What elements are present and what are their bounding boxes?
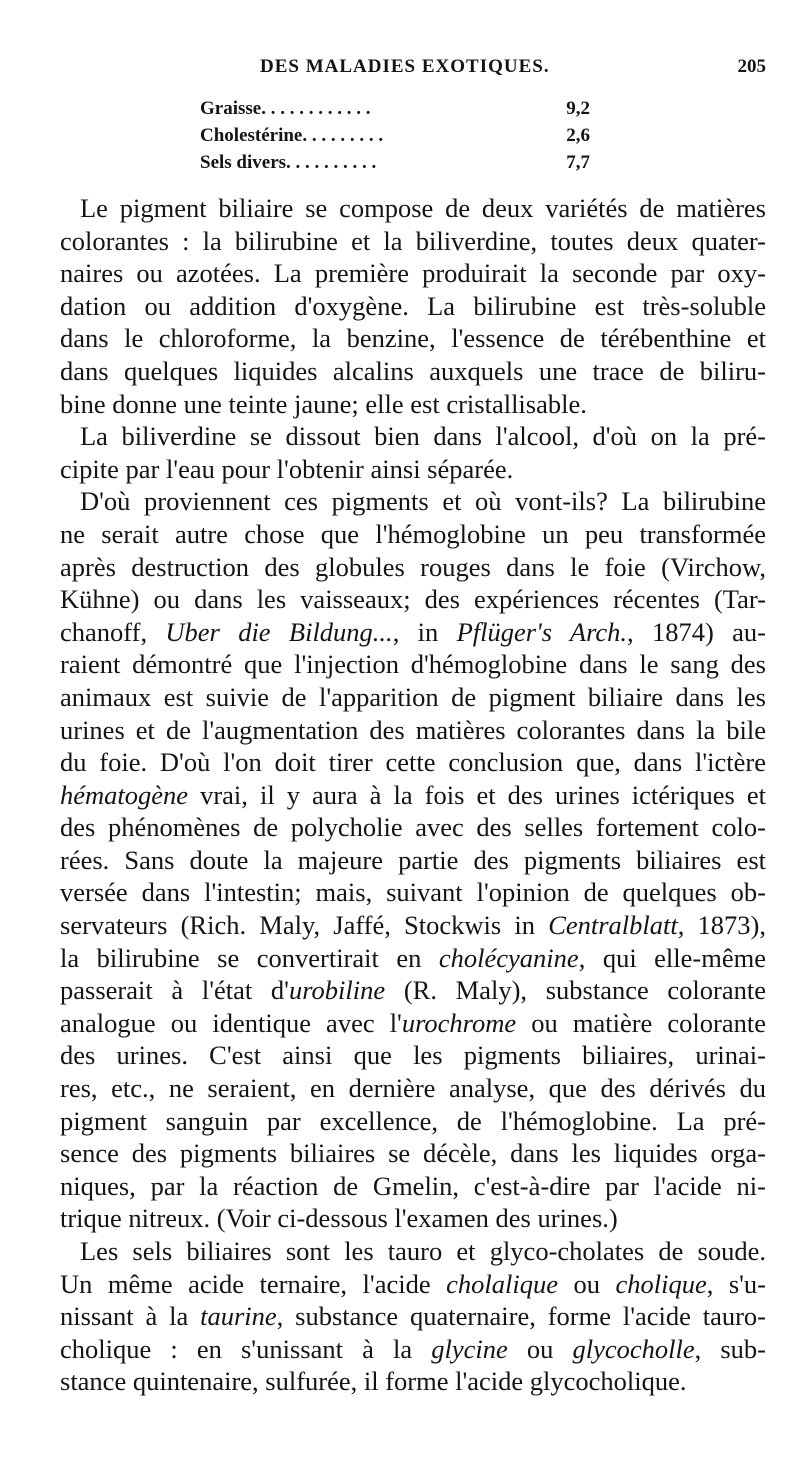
line-part: , 1874) au-: [627, 616, 766, 647]
text-line: dans le chloroforme, la benzine, l'essence de térébenthine et: [60, 323, 766, 354]
line-part: (R. Maly), substance colorante: [385, 975, 767, 1006]
text-line: La biliverdine se dissout bien dans l'alcool, d'où on la pré-: [80, 421, 766, 452]
text-line: pigment sanguin par excellence, de l'hémoglobine. La pré-: [60, 1105, 766, 1136]
line-part: Un même acide ternaire, l'acide: [60, 1268, 447, 1299]
line-part: cholique : en s'unissant à la: [60, 1333, 432, 1364]
running-title: DES MALADIES EXOTIQUES.: [260, 56, 550, 77]
text-line: sence des pigments biliaires se décèle, dans les liquides orga-: [60, 1138, 766, 1169]
text-line: Les sels biliaires sont les tauro et glyco-cholates de soude.: [80, 1236, 766, 1266]
composition-table: [200, 98, 590, 179]
text-line: naires ou azotées. La première produirait la seconde par oxy-: [60, 258, 766, 289]
text-line: [60, 1007, 766, 1040]
italic-term: glycocholle: [572, 1333, 695, 1364]
row-label: Graisse. . . . . . . . . . . .: [200, 98, 371, 119]
text-line: Kühne) ou dans les vaisseaux; des expériences récentes (Tar-: [60, 584, 766, 615]
text-line: rées. Sans doute la majeure partie des pigments biliaires est: [60, 844, 766, 875]
text-line: [60, 909, 766, 942]
text-line: [60, 1268, 766, 1301]
text-line: ne serait autre chose que l'hémoglobine un peu transformée: [60, 518, 766, 549]
text-line: des phénomènes de polycholie avec des selles fortement colo-: [60, 812, 766, 843]
line-part: ou: [557, 1268, 616, 1299]
italic-title: Centralblatt: [548, 910, 678, 941]
text-line: des urines. C'est ainsi que les pigments biliaires, urinai-: [60, 1040, 766, 1071]
text-line: trique nitreux. (Voir ci-dessous l'examen des urines.): [60, 1203, 618, 1234]
page-number: 205: [737, 56, 766, 77]
italic-term: cholalique: [446, 1268, 558, 1299]
table-row: [200, 125, 590, 152]
page-header: [60, 56, 766, 86]
text-line: animaux est suivie de l'apparition de pigment biliaire dans les: [60, 681, 766, 712]
line-part: , sub-: [694, 1333, 766, 1364]
line-part: analogue ou identique avec l': [60, 1007, 402, 1038]
line-part: , substance quaternaire, forme l'acide tauro-: [276, 1301, 767, 1332]
italic-term: taurine: [200, 1301, 277, 1332]
text-line: bine donne une teinte jaune; elle est cristallisable.: [60, 388, 587, 419]
italic-title: Pflüger's Arch.: [456, 616, 628, 647]
row-label: Cholestérine. . . . . . . . .: [200, 125, 384, 146]
text-line: Le pigment biliaire se compose de deux variétés de matières: [80, 193, 766, 223]
text-line: [60, 1300, 766, 1333]
text-line: niques, par la réaction de Gmelin, c'est-à-dire par l'acide ni-: [60, 1170, 766, 1201]
text-line: [60, 974, 766, 1007]
text-line: dans quelques liquides alcalins auxquels une trace de biliru-: [60, 355, 766, 386]
line-part: ou: [507, 1333, 573, 1364]
line-part: passerait à l'état d': [60, 975, 289, 1006]
table-row: [200, 98, 590, 125]
row-value: 9,2: [566, 98, 590, 119]
line-part: vrai, il y aura à la fois et des urines ictériques et: [188, 779, 766, 810]
text-line: [60, 1333, 766, 1366]
line-part: , qui elle-même: [578, 942, 766, 973]
line-part: nissant à la: [60, 1301, 201, 1332]
italic-term: cholécyanine: [438, 942, 579, 973]
row-label: Sels divers. . . . . . . . . .: [200, 152, 377, 173]
text-line: stance quintenaire, sulfurée, il forme l'acide glycocholique.: [60, 1366, 687, 1397]
text-line: [60, 616, 766, 649]
italic-title: Uber die Bildung...: [165, 616, 393, 647]
line-part: , 1873),: [677, 910, 767, 941]
text-line: colorantes : la bilirubine et la biliverdine, toutes deux quater-: [60, 225, 766, 256]
line-part: chanoff,: [60, 616, 166, 647]
text-line: versée dans l'intestin; mais, suivant l'opinion de quelques ob-: [60, 877, 766, 908]
text-line: [60, 779, 766, 812]
line-part: ou matière colorante: [516, 1007, 766, 1038]
text-line: après destruction des globules rouges dans le foie (Virchow,: [60, 551, 766, 582]
line-part: servateurs (Rich. Maly, Jaffé, Stockwis in: [60, 910, 549, 941]
table-row: [200, 152, 590, 179]
text-line: raient démontré que l'injection d'hémoglobine dans le sang des: [60, 649, 766, 680]
text-line: cipite par l'eau pour l'obtenir ainsi séparée.: [60, 453, 514, 484]
line-part: , s'u-: [706, 1268, 767, 1299]
body-text: [60, 192, 766, 1398]
text-line: res, etc., ne seraient, en dernière analyse, que des dérivés du: [60, 1073, 766, 1104]
row-value: 7,7: [566, 152, 590, 173]
text-line: du foie. D'où l'on doit tirer cette conclusion que, dans l'ictère: [60, 747, 766, 778]
line-part: , in: [392, 616, 457, 647]
text-line: dation ou addition d'oxygène. La bilirubine est très-soluble: [60, 290, 766, 321]
text-line: D'où proviennent ces pigments et où vont-ils? La bilirubine: [80, 486, 766, 517]
text-line: [60, 942, 766, 975]
line-part: la bilirubine se convertirait en: [60, 942, 439, 973]
italic-term: cholique: [615, 1268, 707, 1299]
text-line: urines et de l'augmentation des matières colorantes dans la bile: [60, 714, 766, 745]
italic-term: glycine: [431, 1333, 508, 1364]
row-value: 2,6: [566, 125, 590, 146]
italic-term: hématogène: [60, 779, 189, 810]
italic-term: urobiline: [288, 975, 386, 1006]
italic-term: urochrome: [401, 1007, 517, 1038]
